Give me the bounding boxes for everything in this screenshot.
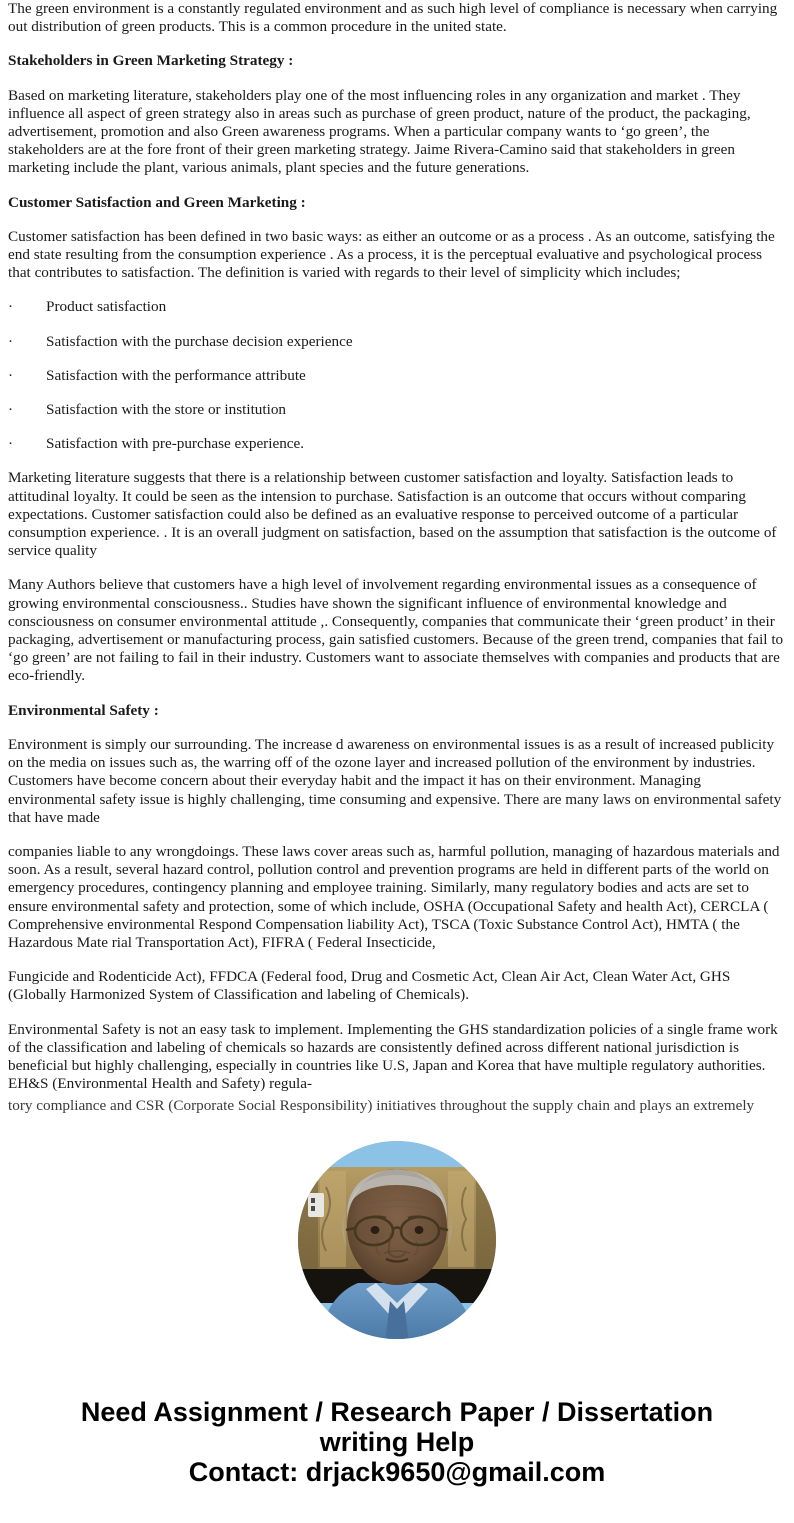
- bullet-pre-purchase: [8, 435, 786, 453]
- bullet-label: Product satisfaction: [46, 298, 167, 316]
- author-portrait: [298, 1141, 496, 1339]
- bullet-product-satisfaction: [8, 298, 786, 316]
- bullet-label: Satisfaction with the performance attribute: [46, 366, 306, 384]
- bullet-performance-attribute: [8, 367, 786, 385]
- heading-customer-satisfaction: Customer Satisfaction and Green Marketing :: [8, 193, 306, 211]
- bullet-label: Satisfaction with the purchase decision experience: [46, 332, 353, 350]
- promo-footer-line-1: Need Assignment / Research Paper / Dissertation: [80, 1397, 714, 1428]
- heading-stakeholders: Stakeholders in Green Marketing Strategy :: [8, 52, 294, 70]
- bullet-marker-icon: ·: [8, 366, 14, 384]
- paragraph-customer-satisfaction: Customer satisfaction has been defined in two basic ways: as either an outcome or as a process . As an outcome, satisfying the end state resulting from the consumption experience . As a process, it is the perceptual evaluative and psychological process that contributes to satisfaction. The definition is varied with regards to their level of simplicity which includes;: [8, 227, 775, 282]
- paragraph-clipped-csr-wrap: [8, 1097, 786, 1119]
- paragraph-many-authors: Many Authors believe that customers have a high level of involvement regarding environmental issues as a consequence of growing environmental consciousness.. Studies have shown the significant influence of environmental knowledge and consciousness on consumer environmental attitude ,. Consequently, companies that communicate their ‘green product’ in their packaging, advertisement or manufacturing process, gain satisfied customers. Because of the green trend, companies that fail to ‘go green’ are not failing to fail in their industry. Customers want to associate themselves with companies and products that are eco-friendly.: [8, 576, 784, 685]
- bullet-marker-icon: ·: [8, 435, 14, 453]
- heading-environmental-safety: Environmental Safety :: [8, 701, 159, 719]
- bullet-store-institution: [8, 401, 786, 419]
- paragraph-environment-surrounding: Environment is simply our surrounding. The increase d awareness on environmental issues is as a result of increased publicity on the media on issues such as, the warring off of the ozone layer and increased pollution of the environment by industries. Customers have become concern about their everyday habit and the impact it has on their environment. Managing environmental safety issue is highly challenging, time consuming and expensive. There are many laws on environmental safety that have made: [8, 735, 782, 826]
- bullet-marker-icon: ·: [8, 332, 14, 350]
- paragraph-clipped-csr: tory compliance and CSR (Corporate Social Responsibility) initiatives throughout the supply chain and plays an extremely: [8, 1097, 755, 1115]
- bullet-purchase-decision: [8, 333, 786, 351]
- bullet-label: Satisfaction with pre-purchase experience.: [46, 435, 305, 453]
- paragraph-marketing-literature: Marketing literature suggests that there is a relationship between customer satisfaction and loyalty. Satisfaction leads to attitudinal loyalty. It could be seen as the intension to purchase. Satisfaction is an outcome that occurs without comparing expectations. Customer satisfaction could also be defined as an evaluative response to perceived outcome of a particular consumption experience. . It is an overall judgment on satisfaction, based on the assumption that satisfaction is the outcome of service quality: [8, 469, 777, 560]
- promo-footer-line-2: writing Help: [319, 1427, 475, 1458]
- paragraph-fungicide-rodenticide: Fungicide and Rodenticide Act), FFDCA (Federal food, Drug and Cosmetic Act, Clean Air Act, Clean Water Act, GHS (Globally Harmonized System of Classification and labeling of Chemicals).: [8, 968, 731, 1004]
- paragraph-companies-liable: companies liable to any wrongdoings. These laws cover areas such as, harmful pollution, managing of hazardous materials and soon. As a result, several hazard control, pollution control and prevention programs are held in different parts of the world on emergency procedures, contingency planning and employee training. Similarly, many regulatory bodies and acts are set to ensure environmental safety and protection, some of which include, OSHA (Occupational Safety and health Act), CERCLA ( Comprehensive environmental Respond Compensation liability Act), TSCA (Toxic Substance Control Act), HMTA ( the Hazardous Mate rial Transportation Act), FIFRA ( Federal Insecticide,: [8, 842, 780, 951]
- bullet-marker-icon: ·: [8, 298, 14, 316]
- paragraph-stakeholders: Based on marketing literature, stakeholders play one of the most influencing roles in any organization and market . They influence all aspect of green strategy also in areas such as purchase of green product, nature of the product, the packaging, advertisement, promotion and also Green awareness programs. When a particular company wants to ‘go green’, the stakeholders are at the fore front of their green marketing strategy. Jaime Rivera-Camino said that stakeholders in green marketing include the plant, various animals, plant species and the future generations.: [8, 86, 751, 177]
- bullet-label: Satisfaction with the store or institution: [46, 401, 287, 419]
- promo-footer-line-3: Contact: drjack9650@gmail.com: [188, 1457, 606, 1488]
- bullet-marker-icon: ·: [8, 401, 14, 419]
- author-portrait-container: [0, 1141, 794, 1339]
- promo-footer: [0, 1397, 794, 1487]
- paragraph-green-environment: The green environment is a constantly regulated environment and as such high level of compliance is necessary when carrying out distribution of green products. This is a common procedure in the united state.: [8, 0, 778, 36]
- paragraph-ghs-standardization: Environmental Safety is not an easy task to implement. Implementing the GHS standardization policies of a single frame work of the classification and labeling of chemicals so hazards are consistently defined across different national jurisdiction is beneficial but highly challenging, especially in countries like U.S, Japan and Korea that have multiple regulatory authorities. EH&S (Environmental Health and Safety) regula-: [8, 1020, 778, 1093]
